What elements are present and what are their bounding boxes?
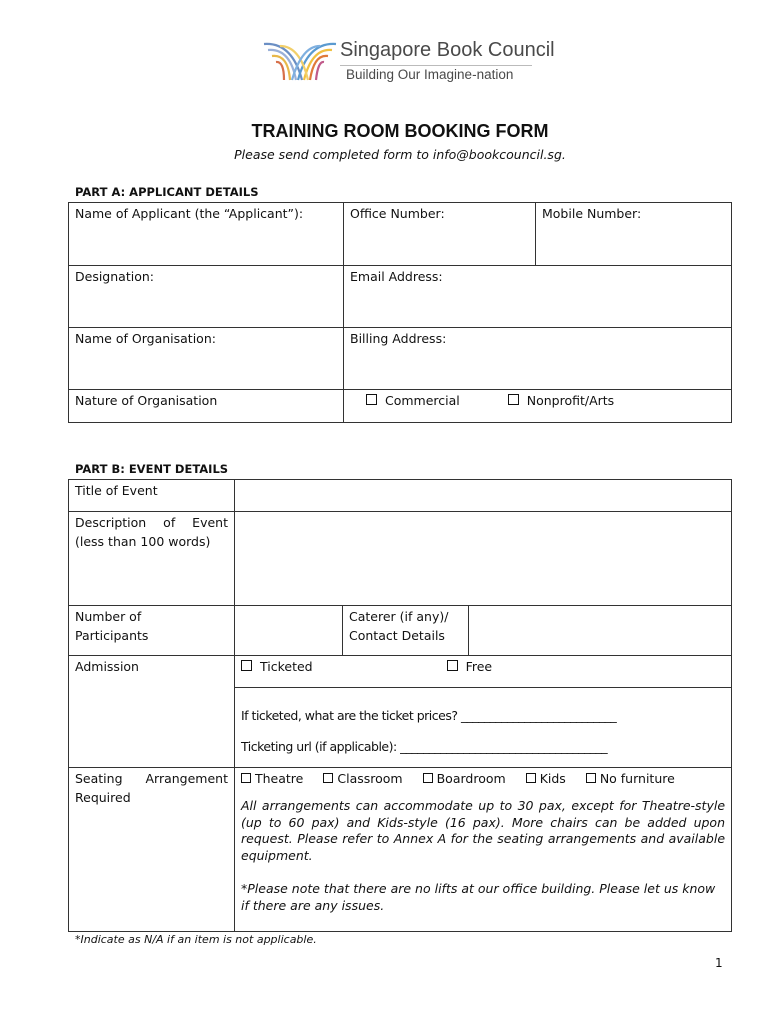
- office-number-field[interactable]: Office Number:: [344, 203, 536, 266]
- free-checkbox[interactable]: [447, 660, 458, 671]
- mobile-number-field[interactable]: Mobile Number:: [536, 203, 732, 266]
- rainbow-lines-logo-icon: [262, 38, 338, 86]
- applicant-name-field[interactable]: Name of Applicant (the “Applicant”):: [69, 203, 344, 266]
- logo-divider: [340, 65, 532, 66]
- org-tagline: Building Our Imagine-nation: [346, 67, 514, 82]
- event-details-table: [68, 479, 732, 932]
- admission-label: Admission: [69, 656, 235, 768]
- description-label-line2: (less than 100 words): [75, 534, 211, 549]
- billing-address-field[interactable]: Billing Address:: [344, 328, 732, 390]
- classroom-checkbox[interactable]: [323, 773, 333, 783]
- ticketed-checkbox[interactable]: [241, 660, 252, 671]
- caterer-label-line1: Caterer (if any)/: [349, 609, 449, 624]
- commercial-label: Commercial: [385, 393, 460, 408]
- arrangements-note: All arrangements can accommodate up to 30 pax, except for Theatre-style (up to 60 pax) and Kids-style (16 pax). More chairs can be added upon request. Please refer to Annex A for the seating arrangements and available equipment.: [241, 798, 726, 863]
- seating-label-line2: Required: [75, 790, 131, 805]
- participants-label-line2: Participants: [75, 628, 149, 643]
- participants-label: [69, 606, 235, 656]
- email-field[interactable]: Email Address:: [344, 266, 732, 328]
- theatre-checkbox[interactable]: [241, 773, 251, 783]
- caterer-label-line2: Contact Details: [349, 628, 445, 643]
- caterer-input[interactable]: [469, 606, 732, 656]
- applicant-details-table: [68, 202, 732, 423]
- kids-checkbox[interactable]: [526, 773, 536, 783]
- logo: [262, 38, 555, 88]
- ticket-prices-field[interactable]: If ticketed, what are the ticket prices? ___________________________: [241, 708, 617, 723]
- page-number: 1: [715, 956, 723, 970]
- boardroom-checkbox[interactable]: [423, 773, 433, 783]
- no-furniture-checkbox[interactable]: [586, 773, 596, 783]
- nature-options: [344, 390, 732, 423]
- part-a-heading: PART A: APPLICANT DETAILS: [75, 185, 259, 199]
- caterer-label: [343, 606, 469, 656]
- description-input[interactable]: [235, 512, 732, 606]
- description-label: [69, 512, 235, 606]
- kids-label: Kids: [539, 771, 566, 786]
- nonprofit-checkbox[interactable]: [508, 394, 519, 405]
- participants-label-line1: Number of: [75, 609, 142, 624]
- nonprofit-label: Nonprofit/Arts: [526, 393, 615, 408]
- form-instruction: Please send completed form to info@bookcouncil.sg.: [234, 147, 566, 162]
- ticket-info: [235, 688, 732, 768]
- commercial-checkbox[interactable]: [366, 394, 377, 405]
- free-label: Free: [465, 659, 493, 674]
- ticketing-url-field[interactable]: Ticketing url (if applicable): ____________________________________: [241, 739, 608, 754]
- part-b-heading: PART B: EVENT DETAILS: [75, 462, 229, 476]
- org-name: Singapore Book Council: [340, 39, 555, 61]
- theatre-label: Theatre: [255, 771, 304, 786]
- nature-label: Nature of Organisation: [69, 390, 344, 423]
- lift-note: *Please note that there are no lifts at our office building. Please let us know if there are any issues.: [241, 881, 716, 913]
- seating-label-line1: Seating Arrangement: [75, 771, 228, 786]
- ticketed-label: Ticketed: [260, 659, 313, 674]
- admission-options: [235, 656, 732, 688]
- boardroom-label: Boardroom: [436, 771, 506, 786]
- designation-field[interactable]: Designation:: [69, 266, 344, 328]
- no-furniture-label: No furniture: [599, 771, 675, 786]
- organisation-name-field[interactable]: Name of Organisation:: [69, 328, 344, 390]
- seating-checkbox-row: [241, 769, 725, 788]
- footnote: *Indicate as N/A if an item is not applicable.: [75, 933, 317, 946]
- event-title-label: Title of Event: [69, 480, 235, 512]
- event-title-input[interactable]: [235, 480, 732, 512]
- form-title: TRAINING ROOM BOOKING FORM: [251, 121, 549, 141]
- seating-options: [235, 768, 732, 932]
- participants-input[interactable]: [235, 606, 343, 656]
- seating-label: [69, 768, 235, 932]
- classroom-label: Classroom: [337, 771, 403, 786]
- description-label-line1: Description of Event: [75, 515, 228, 530]
